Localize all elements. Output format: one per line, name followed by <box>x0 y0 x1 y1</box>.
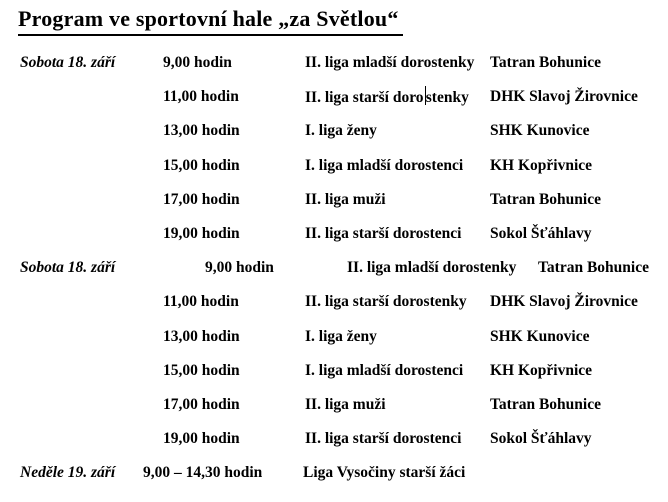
event-time[interactable]: 15,00 hodin <box>163 157 240 174</box>
event-date[interactable]: Sobota 18. září <box>20 259 116 276</box>
event-time[interactable]: 11,00 hodin <box>163 88 239 105</box>
event-league[interactable]: I. liga ženy <box>305 122 377 139</box>
event-date[interactable]: Neděle 19. září <box>20 464 116 481</box>
event-team[interactable]: KH Kopřivnice <box>490 157 593 174</box>
event-league[interactable]: II. liga starší dorostenky <box>305 293 467 310</box>
schedule-row <box>0 360 668 382</box>
event-team[interactable]: Tatran Bohunice <box>538 259 649 276</box>
schedule-row <box>0 189 668 211</box>
event-league-before-caret: II. liga starší doro <box>305 89 424 106</box>
schedule-row <box>0 155 668 177</box>
event-team[interactable]: Sokol Šťáhlavy <box>490 430 592 447</box>
event-team[interactable]: Sokol Šťáhlavy <box>490 225 592 242</box>
schedule-row <box>0 223 668 245</box>
event-time[interactable]: 19,00 hodin <box>163 430 240 447</box>
event-team[interactable]: Tatran Bohunice <box>490 191 601 208</box>
event-team[interactable]: SHK Kunovice <box>490 122 590 139</box>
event-time[interactable]: 19,00 hodin <box>163 225 240 242</box>
event-team[interactable]: DHK Slavoj Žirovnice <box>490 293 638 310</box>
event-time[interactable]: 13,00 hodin <box>163 328 240 345</box>
event-team[interactable]: Tatran Bohunice <box>490 396 601 413</box>
event-league-after-caret: stenky <box>425 89 469 106</box>
event-league[interactable]: II. liga muži <box>305 396 386 413</box>
event-league[interactable]: I. liga ženy <box>305 328 377 345</box>
schedule-row <box>0 52 668 74</box>
event-league[interactable]: Liga Vysočiny starší žáci <box>303 464 466 481</box>
schedule-row <box>0 462 668 484</box>
event-league[interactable]: II. liga starší dorostenci <box>305 430 462 447</box>
event-team[interactable]: Tatran Bohunice <box>490 54 601 71</box>
event-time[interactable]: 17,00 hodin <box>163 191 240 208</box>
schedule-row <box>0 394 668 416</box>
event-time[interactable]: 9,00 – 14,30 hodin <box>143 464 263 481</box>
event-time[interactable]: 9,00 hodin <box>205 259 274 276</box>
event-time[interactable]: 11,00 hodin <box>163 293 239 310</box>
event-league[interactable]: II. liga mladší dorostenky <box>347 259 517 276</box>
document-title[interactable]: Program ve sportovní hale „za Světlou“ <box>18 6 403 36</box>
event-team[interactable]: SHK Kunovice <box>490 328 590 345</box>
schedule-row <box>0 326 668 348</box>
schedule-row <box>0 86 668 108</box>
event-time[interactable]: 9,00 hodin <box>163 54 232 71</box>
event-league[interactable]: II. liga mladší dorostenky <box>305 54 475 71</box>
schedule-row <box>0 428 668 450</box>
event-time[interactable]: 17,00 hodin <box>163 396 240 413</box>
event-league[interactable] <box>305 86 469 109</box>
event-time[interactable]: 15,00 hodin <box>163 362 240 379</box>
event-league[interactable]: I. liga mladší dorostenci <box>305 362 464 379</box>
event-league[interactable]: II. liga muži <box>305 191 386 208</box>
schedule-row <box>0 291 668 313</box>
event-team[interactable]: DHK Slavoj Žirovnice <box>490 88 638 105</box>
event-league[interactable]: I. liga mladší dorostenci <box>305 157 464 174</box>
event-date[interactable]: Sobota 18. září <box>20 54 116 71</box>
schedule-row <box>0 120 668 142</box>
event-league[interactable]: II. liga starší dorostenci <box>305 225 462 242</box>
schedule-row <box>0 257 668 279</box>
event-time[interactable]: 13,00 hodin <box>163 122 240 139</box>
event-team[interactable]: KH Kopřivnice <box>490 362 593 379</box>
